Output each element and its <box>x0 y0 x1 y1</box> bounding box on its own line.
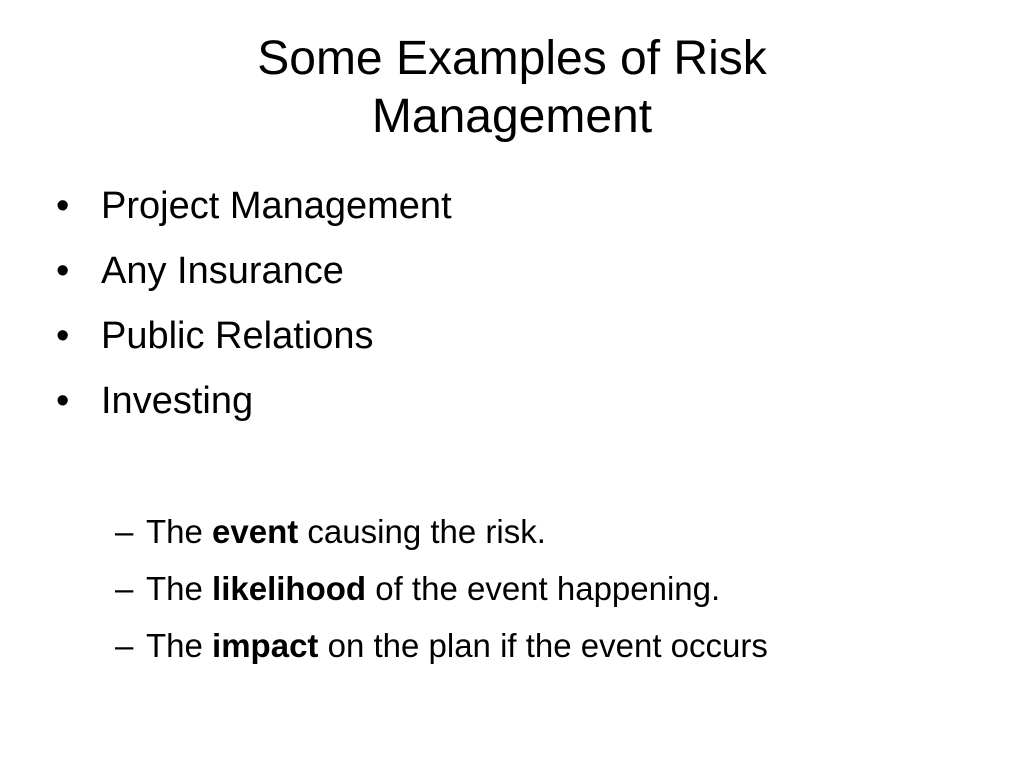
sub-bullet-item <box>115 512 995 552</box>
slide-title-line-2: Management <box>371 90 653 143</box>
bullet-dot: • <box>56 185 70 227</box>
bullet-text: Public Relations <box>101 315 374 357</box>
sub-bullet-text: The <box>146 627 213 664</box>
sub-bullet-item <box>115 626 995 666</box>
sub-bullet-emphasis: event <box>212 513 299 550</box>
bullet-item <box>56 249 976 293</box>
bullet-text: Investing <box>101 380 254 422</box>
bullet-item <box>56 379 976 423</box>
sub-bullet-dash: – <box>115 513 134 550</box>
bullet-text: Any Insurance <box>101 250 344 292</box>
sub-bullet-text: The <box>146 570 213 607</box>
bullet-dot: • <box>56 315 70 357</box>
slide-title-line-1: Some Examples of Risk <box>257 32 767 85</box>
sub-bullet-dash: – <box>115 627 134 664</box>
sub-bullet-emphasis: likelihood <box>212 570 367 607</box>
bullet-dot: • <box>56 250 70 292</box>
bullet-item <box>56 184 976 228</box>
slide-title <box>0 30 1024 146</box>
sub-bullet-text: The <box>146 513 213 550</box>
sub-bullet-text: causing the risk. <box>298 513 546 550</box>
bullet-text: Project Management <box>101 185 452 227</box>
sub-bullet-list <box>115 512 995 683</box>
sub-bullet-emphasis: impact <box>212 627 319 664</box>
sub-bullet-item <box>115 569 995 609</box>
bullet-dot: • <box>56 380 70 422</box>
sub-bullet-dash: – <box>115 570 134 607</box>
sub-bullet-text: of the event happening. <box>366 570 721 607</box>
sub-bullet-text: on the plan if the event occurs <box>318 627 768 664</box>
bullet-item <box>56 314 976 358</box>
bullet-list <box>56 184 976 444</box>
